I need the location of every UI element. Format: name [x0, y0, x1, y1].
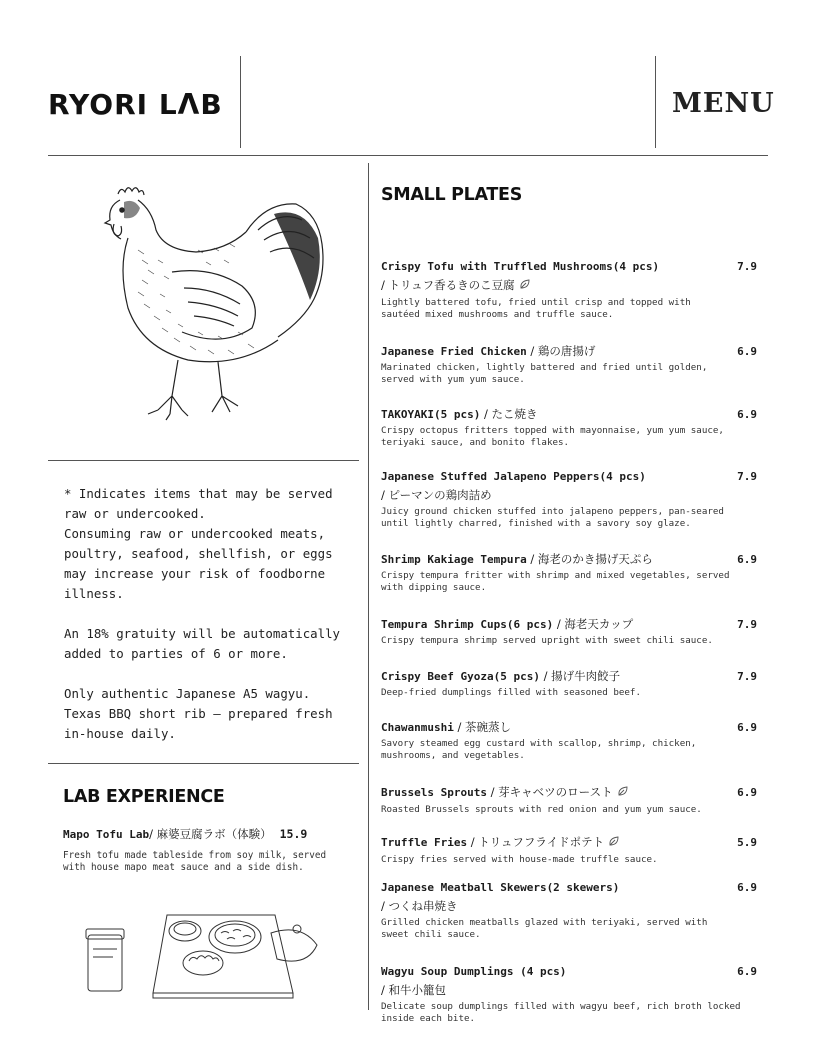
item-description: Crispy fries served with house-made truffle sauce. — [381, 853, 658, 865]
vegetarian-leaf-icon — [617, 784, 629, 803]
item-japanese-name: / 海老天カップ — [553, 617, 634, 631]
mapo-tofu-illustration — [85, 905, 325, 1000]
item-name: Brussels Sprouts — [381, 786, 487, 799]
menu-title: MENU — [672, 88, 775, 119]
item-japanese-name: / 茶碗蒸し — [453, 720, 512, 734]
header-divider-left — [240, 56, 241, 148]
item-name: Japanese Meatball Skewers(2 skewers) — [381, 881, 620, 894]
notes-paragraph: Only authentic Japanese A5 wagyu. Texas BBQ short rib — prepared fresh in-house daily. — [64, 686, 333, 741]
item-description: Marinated chicken, lightly battered and fried until golden, served with yum yum sauce. — [381, 362, 708, 385]
header-divider-right — [655, 56, 656, 148]
item-japanese-name: / 芽キャベツのロースト — [486, 785, 613, 799]
left-rule-top — [48, 460, 359, 461]
item-japanese-name: / 海老のかき揚げ天ぷら — [526, 552, 653, 566]
item-name: Mapo Tofu Lab — [63, 828, 150, 841]
item-japanese-name: / つくね串焼き — [381, 899, 458, 913]
item-name: Wagyu Soup Dumplings (4 pcs) — [381, 965, 567, 978]
menu-item — [381, 833, 757, 866]
item-description: Juicy ground chicken stuffed into jalapeno peppers, pan-seared until lightly charred, finished with a savory soy glaze. — [381, 506, 724, 529]
vegetarian-leaf-icon — [608, 834, 620, 853]
item-description: Grilled chicken meatballs glazed with teriyaki, served with sweet chili sauce. — [381, 917, 708, 940]
menu-item — [381, 550, 757, 594]
item-japanese-name: / たこ焼き — [480, 407, 538, 421]
menu-item — [381, 878, 757, 941]
item-japanese-name: / トリュフフライドポテト — [467, 835, 605, 849]
item-description: Savory steamed egg custard with scallop, shrimp, chicken, mushrooms, and vegetables. — [381, 738, 697, 761]
column-divider — [368, 163, 369, 1010]
item-japanese-name: / 鶏の唐揚げ — [526, 344, 596, 358]
menu-item — [381, 467, 757, 530]
item-price: 7.9 — [737, 618, 757, 631]
menu-item — [381, 615, 757, 647]
item-name: Crispy Tofu with Truffled Mushrooms(4 pcs) — [381, 260, 660, 273]
item-name: Tempura Shrimp Cups(6 pcs) — [381, 618, 554, 631]
item-price: 6.9 — [737, 553, 757, 566]
item-japanese-name: / 麻婆豆腐ラボ（体験） — [149, 827, 272, 841]
item-price: 6.9 — [737, 408, 757, 421]
item-japanese-name: / 揚げ牛肉餃子 — [539, 669, 621, 683]
item-description: Crispy octopus fritters topped with mayonnaise, yum yum sauce, teriyaki sauce, and bonito flakes. — [381, 425, 724, 448]
brand-logo: RYORI LΛB — [48, 88, 223, 121]
item-price: 7.9 — [737, 670, 757, 683]
item-name: Japanese Fried Chicken — [381, 345, 527, 358]
item-price: 6.9 — [737, 345, 757, 358]
item-description: Roasted Brussels sprouts with red onion and yum yum sauce. — [381, 803, 702, 815]
notes-section — [64, 484, 354, 764]
notes-paragraph: An 18% gratuity will be automatically added to parties of 6 or more. — [64, 626, 341, 661]
item-description: Crispy tempura shrimp served upright with sweet chili sauce. — [381, 635, 713, 646]
item-japanese-name: / トリュフ香るきのこ豆腐 — [381, 278, 515, 292]
item-price: 6.9 — [737, 786, 757, 799]
item-japanese-name: / 和牛小籠包 — [381, 983, 447, 997]
item-name: Crispy Beef Gyoza(5 pcs) — [381, 670, 540, 683]
menu-item — [381, 783, 757, 816]
lab-experience-title: LAB EXPERIENCE — [63, 787, 225, 807]
item-name: TAKOYAKI(5 pcs) — [381, 408, 481, 421]
item-price: 15.9 — [279, 827, 308, 841]
item-price: 6.9 — [737, 965, 757, 978]
small-plates-title: SMALL PLATES — [381, 185, 523, 205]
vegetarian-leaf-icon — [519, 277, 531, 296]
item-price: 5.9 — [737, 836, 757, 849]
item-price: 7.9 — [737, 470, 757, 483]
item-name: Shrimp Kakiage Tempura — [381, 553, 527, 566]
item-price: 7.9 — [737, 260, 757, 273]
item-name: Truffle Fries — [381, 836, 468, 849]
item-description: Deep-fried dumplings filled with seasoned beef. — [381, 687, 641, 698]
item-japanese-name: / ピーマンの鶏肉詰め — [381, 488, 492, 502]
menu-item — [381, 718, 757, 762]
menu-item — [381, 257, 757, 321]
item-price: 6.9 — [737, 721, 757, 734]
item-price: 6.9 — [737, 881, 757, 894]
item-description: Fresh tofu made tableside from soy milk, served with house mapo meat sauce and a side dish. — [63, 850, 327, 873]
lab-menu-item — [63, 826, 353, 874]
notes-paragraph: * Indicates items that may be served raw or undercooked. Consuming raw or undercooked meats, poultry, seafood, shellfish, or eggs may increase your risk of foodborne illness. — [64, 486, 333, 601]
menu-item — [381, 405, 757, 449]
hen-illustration — [98, 180, 328, 430]
item-description: Crispy tempura fritter with shrimp and mixed vegetables, served with dipping sauce. — [381, 570, 730, 593]
item-description: Lightly battered tofu, fried until crisp and topped with sautéed mixed mushrooms and truffle sauce. — [381, 296, 691, 320]
item-description: Delicate soup dumplings filled with wagyu beef, rich broth locked inside each bite. — [381, 1001, 741, 1024]
item-name: Chawanmushi — [381, 721, 454, 734]
header-rule — [48, 155, 768, 156]
menu-item — [381, 962, 757, 1025]
menu-item — [381, 667, 757, 699]
menu-item — [381, 342, 757, 386]
item-name: Japanese Stuffed Jalapeno Peppers(4 pcs) — [381, 470, 646, 483]
